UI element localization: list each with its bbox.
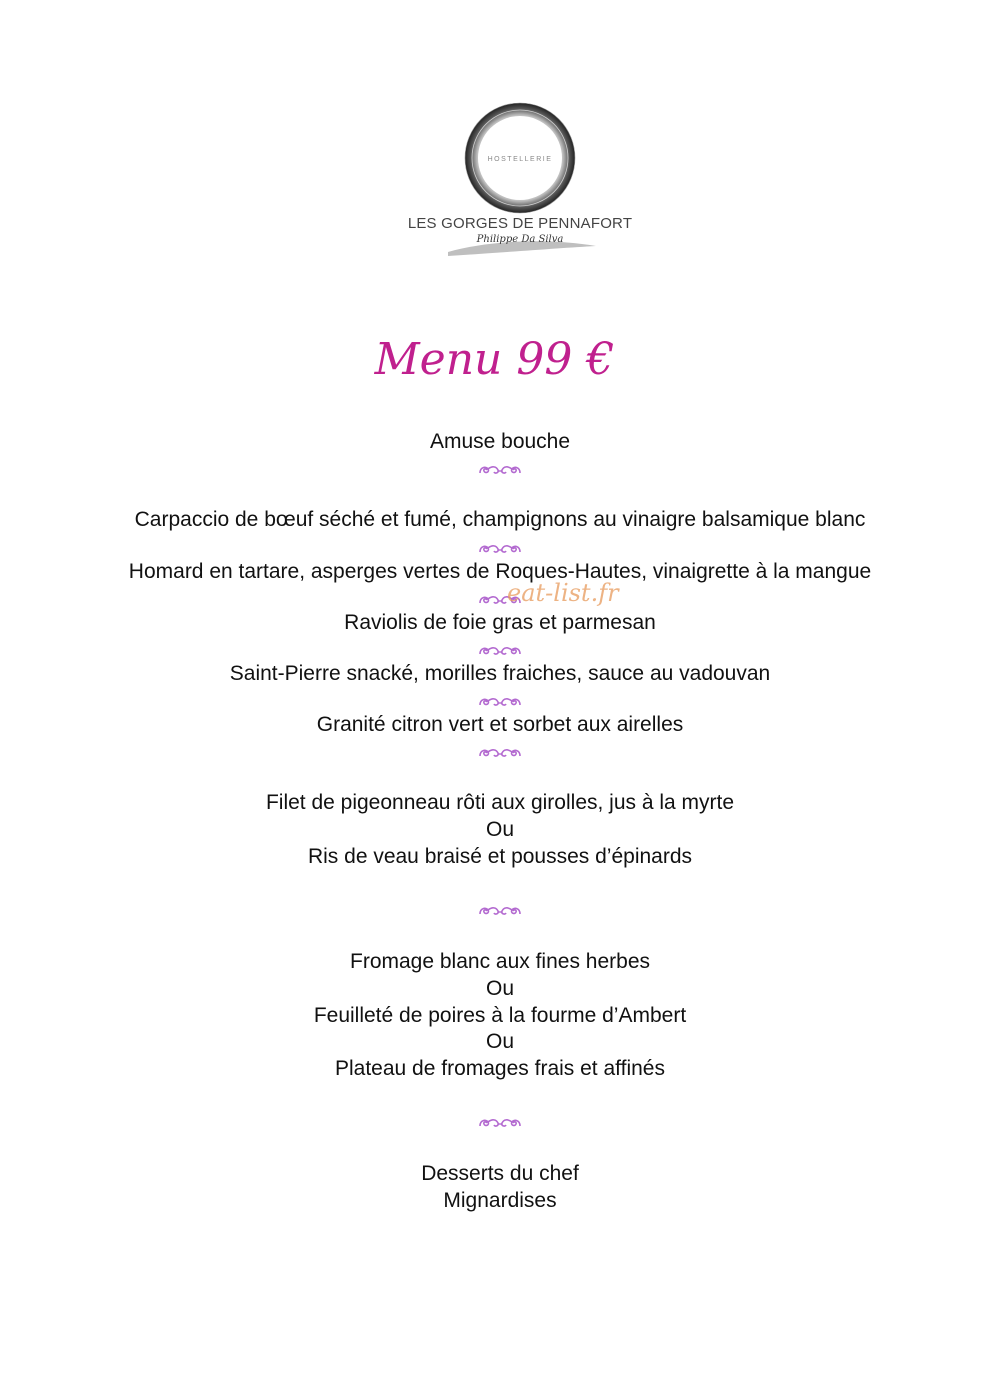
course-feuillete: Feuilleté de poires à la fourme d’Ambert [313,1004,687,1027]
course-carpaccio: Carpaccio de bœuf séché et fumé, champignons au vinaigre balsamique blanc [134,508,866,531]
course-ris-de-veau: Ris de veau braisé et pousses d’épinards [307,845,693,868]
scroll-ornament-icon [477,542,523,554]
course-mignardises: Mignardises [443,1189,557,1212]
course-homard: Homard en tartare, asperges vertes de Roques-Hautes, vinaigrette à la mangue [128,560,872,583]
logo-name: LES GORGES DE PENNAFORT [407,215,633,232]
course-saint-pierre: Saint-Pierre snacké, morilles fraiches, sauce au vadouvan [229,662,771,685]
logo-signature: Philippe Da Silva [476,234,564,245]
scroll-ornament-icon [477,695,523,707]
choice-or: Ou [485,818,514,841]
scroll-ornament-icon [477,746,523,758]
course-pigeonneau: Filet de pigeonneau rôti aux girolles, jus à la myrte [265,791,735,814]
scroll-ornament-icon [477,463,523,475]
watermark: eat-list.fr [507,579,619,607]
course-desserts: Desserts du chef [421,1162,579,1185]
course-fromage-blanc: Fromage blanc aux fines herbes [350,950,650,973]
scroll-ornament-icon [477,1116,523,1128]
logo-subtitle: HOSTELLERIE [487,156,553,163]
scroll-ornament-icon [477,904,523,916]
course-amuse-bouche: Amuse bouche [429,430,571,453]
course-granite: Granité citron vert et sorbet aux airelles [316,713,684,736]
scroll-ornament-icon [477,644,523,656]
restaurant-logo [400,80,640,270]
choice-or: Ou [485,977,514,1000]
menu-title: Menu 99 € [374,334,615,385]
choice-or: Ou [485,1030,514,1053]
course-plateau-fromages: Plateau de fromages frais et affinés [335,1057,665,1080]
course-raviolis: Raviolis de foie gras et parmesan [344,611,656,634]
